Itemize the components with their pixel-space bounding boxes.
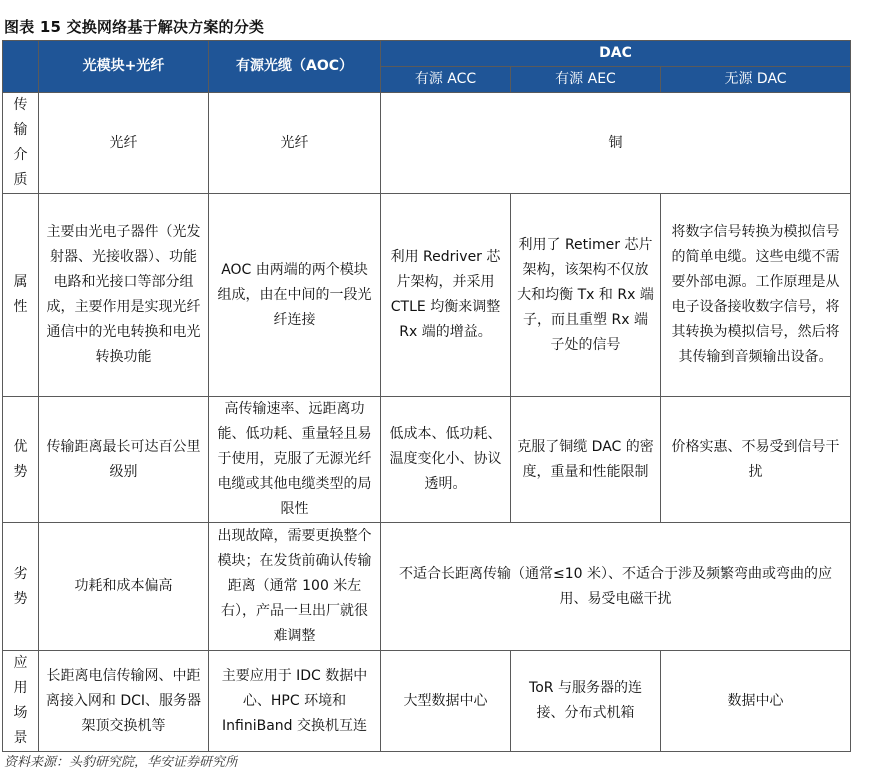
cell-medium-aoc: 光纤 [209,93,381,194]
figure-title: 图表 15 交换网络基于解决方案的分类 [4,18,265,36]
row-label-disadvantages: 劣势 [3,523,39,651]
row-medium [3,93,851,194]
header-corner [3,41,39,93]
cell-scenarios-optical-module: 长距离电信传输网、中距离接入网和 DCI、服务器架顶交换机等 [39,651,209,752]
cell-advantages-aec: 克服了铜缆 DAC 的密度，重量和性能限制 [511,397,661,523]
header-row-top [3,41,851,67]
cell-scenarios-aec: ToR 与服务器的连接、分布式机箱 [511,651,661,752]
header-aoc: 有源光缆（AOC） [209,41,381,93]
cell-disadvantages-dac: 不适合长距离传输（通常≤10 米）、不适合于涉及频繁弯曲或弯曲的应用、易受电磁干扰 [381,523,851,651]
row-label-scenarios: 应用场景 [3,651,39,752]
cell-disadvantages-aoc: 出现故障，需要更换整个模块；在发货前确认传输距离（通常 100 米左右），产品一旦出厂就很难调整 [209,523,381,651]
row-attributes [3,194,851,397]
cell-scenarios-acc: 大型数据中心 [381,651,511,752]
cell-advantages-passive-dac: 价格实惠、不易受到信号干扰 [661,397,851,523]
header-aec: 有源 AEC [511,67,661,93]
classification-table [2,40,851,752]
cell-scenarios-passive-dac: 数据中心 [661,651,851,752]
header-passive-dac: 无源 DAC [661,67,851,93]
cell-advantages-acc: 低成本、低功耗、温度变化小、协议透明。 [381,397,511,523]
row-label-advantages: 优势 [3,397,39,523]
row-label-attributes: 属性 [3,194,39,397]
cell-attributes-optical-module: 主要由光电子器件（光发射器、光接收器）、功能电路和光接口等部分组成，主要作用是实现光纤通信中的光电转换和电光转换功能 [39,194,209,397]
cell-scenarios-aoc: 主要应用于 IDC 数据中心、HPC 环境和 InfiniBand 交换机互连 [209,651,381,752]
header-dac: DAC [381,41,851,67]
cell-advantages-aoc: 高传输速率、远距离功能、低功耗、重量轻且易于使用，克服了无源光纤电缆或其他电缆类型的局限性 [209,397,381,523]
header-acc: 有源 ACC [381,67,511,93]
row-disadvantages [3,523,851,651]
row-scenarios [3,651,851,752]
source-note: 资料来源：头豹研究院，华安证券研究所 [4,755,239,768]
cell-attributes-acc: 利用 Redriver 芯片架构，并采用 CTLE 均衡来调整 Rx 端的增益。 [381,194,511,397]
cell-medium-optical-module: 光纤 [39,93,209,194]
cell-medium-dac: 铜 [381,93,851,194]
header-optical-module: 光模块+光纤 [39,41,209,93]
cell-disadvantages-optical-module: 功耗和成本偏高 [39,523,209,651]
cell-attributes-passive-dac: 将数字信号转换为模拟信号的简单电缆。这些电缆不需要外部电源。工作原理是从电子设备接收数字信号，将其转换为模拟信号，然后将其传输到音频输出设备。 [661,194,851,397]
cell-advantages-optical-module: 传输距离最长可达百公里级别 [39,397,209,523]
row-label-medium: 传输介质 [3,93,39,194]
cell-attributes-aoc: AOC 由两端的两个模块组成，由在中间的一段光纤连接 [209,194,381,397]
row-advantages [3,397,851,523]
cell-attributes-aec: 利用了 Retimer 芯片架构，该架构不仅放大和均衡 Tx 和 Rx 端子，而且重塑 Rx 端子处的信号 [511,194,661,397]
